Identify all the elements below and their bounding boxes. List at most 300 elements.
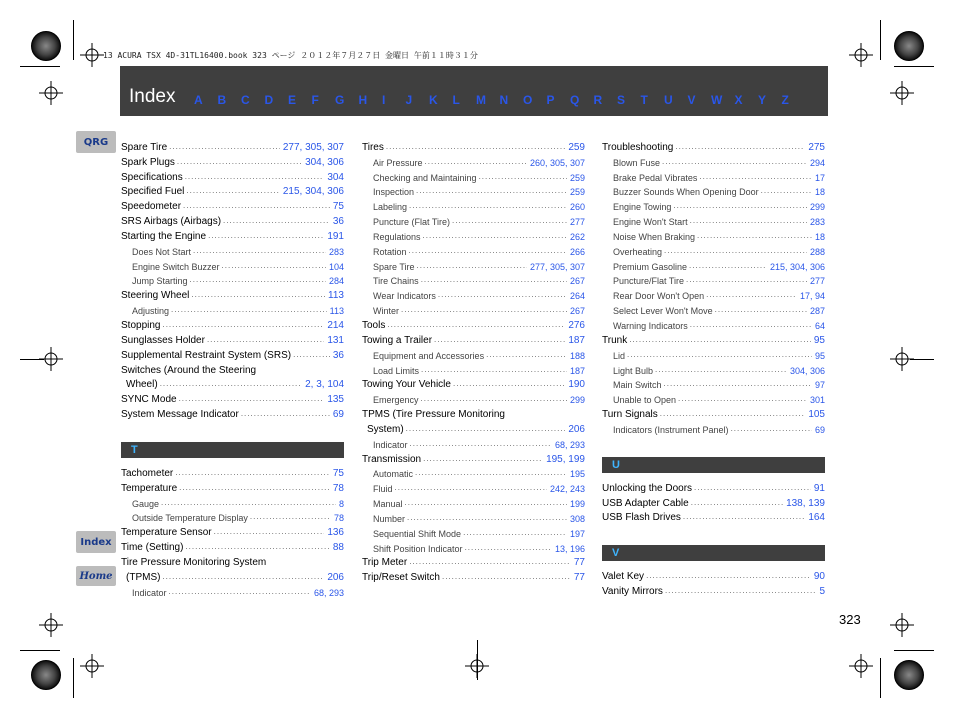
entry-label: Speedometer (121, 201, 182, 213)
leader-dots (387, 320, 565, 330)
leader-dots (423, 231, 567, 241)
leader-dots (690, 216, 807, 226)
crosshair-icon (39, 613, 63, 637)
alphabet-letter-z[interactable]: Z (781, 93, 789, 107)
entry-label: Vanity Mirrors (602, 586, 663, 598)
page-reference-link[interactable]: 262 (569, 231, 585, 242)
index-subentry (121, 301, 344, 316)
leader-dots (175, 468, 330, 478)
entry-label: Engine Switch Buzzer (132, 261, 220, 272)
page-reference-link[interactable]: 308 (569, 513, 585, 524)
index-entry (121, 212, 344, 227)
leader-dots (678, 394, 807, 404)
entry-label: Equipment and Accessories (373, 350, 485, 361)
entry-label: (TPMS) (126, 571, 161, 583)
index-entry (602, 331, 825, 346)
entry-label: USB Flash Drives (602, 512, 681, 524)
page-reference-link[interactable]: 78 (333, 513, 344, 524)
page-reference-link[interactable]: 18 (814, 231, 825, 242)
index-entry (121, 286, 344, 301)
index-column-2 (362, 138, 585, 583)
leader-dots (417, 261, 527, 271)
index-entry (602, 479, 825, 494)
alphabet-nav (194, 93, 805, 107)
entry-label: Time (Setting) (121, 542, 184, 554)
leader-dots (683, 512, 805, 522)
alphabet-letter-b[interactable]: B (217, 93, 227, 107)
alphabet-letter-d[interactable]: D (264, 93, 274, 107)
index-entry (121, 479, 344, 494)
page-reference-link[interactable]: 2, 3, 104 (305, 379, 344, 391)
index-subentry (362, 346, 585, 361)
crosshair-icon (80, 43, 104, 67)
page-reference-link[interactable]: 17, 94 (799, 291, 825, 302)
index-entry (362, 316, 585, 331)
page-reference-link[interactable]: 199 (569, 499, 585, 510)
entry-label: Outside Temperature Display (132, 513, 248, 524)
entry-label: Unable to Open (613, 395, 677, 406)
page-reference-link[interactable]: 242, 243 (549, 484, 585, 495)
page-reference-link[interactable]: 259 (569, 172, 585, 183)
index-entry (602, 138, 825, 153)
page-reference-link[interactable]: 187 (569, 365, 585, 376)
index-tab-label: Index (80, 536, 112, 548)
page-reference-link[interactable]: 68, 293 (313, 587, 344, 598)
index-entry (362, 450, 585, 465)
page-reference-link[interactable]: 299 (809, 202, 825, 213)
page-reference-link[interactable]: 95 (814, 350, 825, 361)
entry-label: Starting the Engine (121, 230, 207, 242)
page-reference-link[interactable]: 191 (327, 230, 344, 242)
entry-label: Unlocking the Doors (602, 482, 693, 494)
entry-label: TPMS (Tire Pressure Monitoring (362, 409, 505, 421)
index-tab[interactable] (76, 531, 116, 553)
alphabet-letter-w[interactable]: W (711, 93, 723, 107)
index-subentry (362, 390, 585, 405)
index-entry (121, 361, 344, 376)
page-reference-link[interactable]: 260, 305, 307 (529, 157, 585, 168)
crosshair-icon (890, 613, 914, 637)
page-reference-link[interactable]: 75 (332, 201, 344, 213)
page-reference-link[interactable]: 36 (332, 216, 344, 228)
index-subentry (121, 509, 344, 524)
entry-label: Blown Fuse (613, 157, 661, 168)
page-reference-link[interactable]: 97 (814, 380, 825, 391)
alphabet-letter-v[interactable]: V (687, 93, 696, 107)
page-reference-link[interactable]: 69 (814, 424, 825, 435)
leader-dots (699, 172, 812, 182)
index-subentry (362, 168, 585, 183)
alphabet-letter-s[interactable]: S (617, 93, 626, 107)
entry-label: Gauge (132, 498, 160, 509)
page-reference-link[interactable]: 69 (332, 409, 344, 421)
alphabet-letter-i[interactable]: I (382, 93, 386, 107)
page-reference-link[interactable]: 215, 304, 306 (769, 261, 825, 272)
leader-dots (453, 379, 565, 389)
leader-dots (660, 409, 806, 419)
leader-dots (241, 409, 330, 419)
page-reference-link[interactable]: 283 (809, 217, 825, 228)
page-reference-link[interactable]: 197 (569, 528, 585, 539)
alphabet-letter-o[interactable]: O (523, 93, 533, 107)
page-reference-link[interactable]: 259 (568, 141, 585, 153)
alphabet-letter-y[interactable]: Y (758, 93, 767, 107)
page-reference-link[interactable]: 277, 305, 307 (529, 261, 585, 272)
index-subentry (602, 168, 825, 183)
alphabet-letter-e[interactable]: E (288, 93, 297, 107)
leader-dots (465, 543, 552, 553)
page-reference-link[interactable]: 195 (569, 469, 585, 480)
page-reference-link[interactable]: 266 (569, 246, 585, 257)
leader-dots (452, 216, 567, 226)
alphabet-letter-x[interactable]: X (734, 93, 743, 107)
leader-dots (193, 246, 326, 256)
page-reference-link[interactable]: 195, 199 (546, 453, 585, 465)
entry-label: Buzzer Sounds When Opening Door (613, 187, 759, 198)
leader-dots (731, 424, 812, 434)
leader-dots (416, 186, 567, 196)
leader-dots (686, 275, 807, 285)
entry-label: SYNC Mode (121, 394, 177, 406)
leader-dots (697, 231, 812, 241)
page-reference-link[interactable]: 214 (327, 319, 344, 331)
leader-dots (186, 186, 279, 196)
page-reference-link[interactable]: 113 (328, 290, 344, 302)
index-subentry (362, 524, 585, 539)
alphabet-letter-k[interactable]: K (429, 93, 438, 107)
entry-label: Transmission (362, 453, 422, 465)
page-reference-link[interactable]: 77 (573, 557, 585, 569)
index-subentry (362, 539, 585, 554)
index-subentry (362, 509, 585, 524)
leader-dots (421, 394, 567, 404)
qrg-tab[interactable] (76, 131, 116, 153)
page-reference-link[interactable]: 190 (568, 379, 585, 391)
leader-dots (421, 275, 567, 285)
leader-dots (664, 379, 812, 389)
index-entry (121, 153, 344, 168)
page-reference-link[interactable]: 68, 293 (554, 439, 585, 450)
entry-label: Sequential Shift Mode (373, 528, 462, 539)
index-entry (121, 464, 344, 479)
crosshair-icon (849, 654, 873, 678)
home-tab-label: Home (79, 570, 113, 582)
page-reference-link[interactable]: 264 (569, 291, 585, 302)
entry-label: Tire Chains (373, 276, 419, 287)
index-subentry (362, 197, 585, 212)
entry-label: Checking and Maintaining (373, 172, 477, 183)
page-reference-link[interactable]: 75 (332, 467, 344, 479)
page-reference-link[interactable]: 287 (809, 306, 825, 317)
leader-dots (662, 157, 807, 167)
index-entry (121, 523, 344, 538)
page-reference-link[interactable]: 275 (808, 141, 825, 153)
page-reference-link[interactable]: 164 (808, 512, 825, 524)
leader-dots (421, 365, 567, 375)
alphabet-letter-q[interactable]: Q (570, 93, 580, 107)
alphabet-letter-l[interactable]: L (452, 93, 460, 107)
index-subentry (602, 301, 825, 316)
page-reference-link[interactable]: 135 (327, 394, 344, 406)
leader-dots (191, 290, 325, 300)
leader-dots (214, 527, 325, 537)
alphabet-letter-p[interactable]: P (546, 93, 555, 107)
entry-label: Load Limits (373, 365, 420, 376)
entry-label: Emergency (373, 395, 419, 406)
page-reference-link[interactable]: 188 (569, 350, 585, 361)
index-entry (362, 376, 585, 391)
print-header: 13 ACURA TSX 4D-31TL16400.book 323 ページ ２０１２年７月２７日 金曜日 午前１１時３１分 (103, 51, 478, 60)
index-entry (121, 331, 344, 346)
index-column-1 (121, 138, 344, 598)
leader-dots (761, 186, 812, 196)
entry-label: Spare Tire (121, 141, 168, 153)
page-reference-link[interactable]: 77 (573, 572, 585, 584)
index-subentry (121, 272, 344, 287)
section-heading-v: V (602, 545, 825, 561)
page-reference-link[interactable]: 131 (327, 334, 344, 346)
entry-label: Jump Starting (132, 276, 188, 287)
alphabet-letter-g[interactable]: G (335, 93, 345, 107)
index-entry (362, 420, 585, 435)
entry-label: Number (373, 513, 406, 524)
index-subentry (362, 272, 585, 287)
page-reference-link[interactable]: 288 (809, 246, 825, 257)
entry-label: Indicator (132, 587, 167, 598)
index-entry (121, 346, 344, 361)
entry-label: Rear Door Won't Open (613, 291, 705, 302)
entry-label: Specifications (121, 171, 183, 183)
alphabet-letter-f[interactable]: F (311, 93, 319, 107)
entry-label: Inspection (373, 187, 415, 198)
page-reference-link[interactable]: 299 (569, 395, 585, 406)
index-subentry (602, 316, 825, 331)
crop-line (20, 66, 60, 67)
page-reference-link[interactable]: 259 (569, 187, 585, 198)
alphabet-letter-m[interactable]: M (476, 93, 486, 107)
page-reference-link[interactable]: 17 (814, 172, 825, 183)
leader-dots (179, 394, 325, 404)
alphabet-letter-u[interactable]: U (664, 93, 673, 107)
alphabet-letter-n[interactable]: N (499, 93, 509, 107)
entry-label: Turn Signals (602, 409, 658, 421)
index-entry (121, 553, 344, 568)
index-subentry (602, 361, 825, 376)
leader-dots (438, 290, 567, 300)
page-reference-link[interactable]: 91 (813, 482, 825, 494)
page-reference-link[interactable]: 304, 306 (305, 156, 344, 168)
page-reference-link[interactable]: 138, 139 (786, 497, 825, 509)
entry-label: Indicators (Instrument Panel) (613, 424, 729, 435)
page-reference-link[interactable]: 304, 306 (789, 365, 825, 376)
entry-label: Sunglasses Holder (121, 334, 205, 346)
index-subentry (121, 257, 344, 272)
index-subentry (362, 361, 585, 376)
index-subentry (362, 465, 585, 480)
qrg-tab-label: QRG (83, 136, 109, 148)
leader-dots (409, 557, 571, 567)
index-subentry (362, 494, 585, 509)
leader-dots (395, 483, 547, 493)
index-subentry (602, 390, 825, 405)
index-subentry (362, 242, 585, 257)
leader-dots (715, 305, 807, 315)
index-subentry (602, 272, 825, 287)
index-subentry (602, 346, 825, 361)
entry-label: Towing Your Vehicle (362, 379, 451, 391)
page-reference-link[interactable]: 276 (568, 319, 585, 331)
home-tab[interactable] (76, 566, 116, 586)
page-reference-link[interactable]: 90 (813, 571, 825, 583)
leader-dots (160, 379, 302, 389)
page-reference-link[interactable]: 64 (814, 320, 825, 331)
entry-label: Steering Wheel (121, 290, 190, 302)
entry-label: Spare Tire (373, 261, 415, 272)
index-subentry (121, 494, 344, 509)
page-reference-link[interactable]: 105 (808, 409, 825, 421)
index-subentry (602, 376, 825, 391)
entry-label: Does Not Start (132, 246, 192, 257)
leader-dots (479, 172, 567, 182)
entry-label: Fluid (373, 484, 393, 495)
page-reference-link[interactable]: 8 (338, 498, 344, 509)
page-reference-link[interactable]: 13, 196 (554, 543, 585, 554)
leader-dots (694, 483, 811, 493)
crop-line (20, 650, 60, 651)
leader-dots (207, 335, 324, 345)
registration-circle-top-left (31, 31, 61, 61)
entry-label: Adjusting (132, 306, 170, 317)
leader-dots (423, 454, 543, 464)
entry-label: Tools (362, 319, 386, 331)
index-subentry (602, 183, 825, 198)
page-reference-link[interactable]: 301 (809, 395, 825, 406)
leader-dots (185, 172, 325, 182)
page-reference-link[interactable]: 88 (332, 542, 344, 554)
leader-dots (629, 335, 811, 345)
leader-dots (169, 142, 280, 152)
entry-label: Shift Position Indicator (373, 543, 463, 554)
page-reference-link[interactable]: 277, 305, 307 (282, 141, 344, 153)
alphabet-letter-c[interactable]: C (241, 93, 250, 107)
entry-label: SRS Airbags (Airbags) (121, 216, 222, 228)
index-subentry (602, 212, 825, 227)
leader-dots (409, 246, 567, 256)
page-reference-link[interactable]: 206 (568, 423, 585, 435)
page-reference-link[interactable]: 5 (819, 586, 825, 598)
page-reference-link[interactable]: 187 (568, 334, 585, 346)
page-reference-link[interactable]: 260 (569, 202, 585, 213)
page-reference-link[interactable]: 277 (809, 276, 825, 287)
leader-dots (162, 572, 324, 582)
leader-dots (463, 528, 567, 538)
index-entry (121, 197, 344, 212)
crop-line (73, 658, 74, 698)
index-entry (121, 568, 344, 583)
leader-dots (190, 275, 326, 285)
index-subentry (121, 242, 344, 257)
crop-line (880, 20, 881, 60)
leader-dots (664, 246, 807, 256)
leader-dots (706, 290, 797, 300)
leader-dots (655, 365, 787, 375)
entry-label: Main Switch (613, 380, 662, 391)
entry-label: System Message Indicator (121, 409, 239, 421)
page-reference-link[interactable]: 78 (332, 482, 344, 494)
entry-label: Regulations (373, 231, 421, 242)
entry-label: Supplemental Restraint System (SRS) (121, 349, 292, 361)
crosshair-icon (890, 81, 914, 105)
leader-dots (401, 305, 567, 315)
page-reference-link[interactable]: 284 (328, 276, 344, 287)
index-entry (121, 390, 344, 405)
leader-dots (222, 261, 326, 271)
entry-label: Stopping (121, 319, 161, 331)
leader-dots (665, 586, 817, 596)
leader-dots (410, 439, 552, 449)
index-subentry (362, 183, 585, 198)
page-reference-link[interactable]: 267 (569, 306, 585, 317)
alphabet-letter-h[interactable]: H (358, 93, 368, 107)
alphabet-letter-j[interactable]: J (405, 93, 413, 107)
index-entry (362, 568, 585, 583)
page-reference-link[interactable]: 104 (328, 261, 344, 272)
index-entry (602, 582, 825, 597)
page-reference-link[interactable]: 95 (813, 334, 825, 346)
entry-label: Temperature Sensor (121, 527, 212, 539)
entry-label: Towing a Trailer (362, 334, 433, 346)
entry-label: Switches (Around the Steering (121, 364, 257, 376)
crosshair-icon (80, 654, 104, 678)
entry-label: Rotation (373, 246, 407, 257)
page-reference-link[interactable]: 18 (814, 187, 825, 198)
page-reference-link[interactable]: 113 (329, 306, 344, 317)
index-subentry (121, 583, 344, 598)
alphabet-letter-t[interactable]: T (640, 93, 648, 107)
page-reference-link[interactable]: 206 (327, 571, 344, 583)
leader-dots (162, 320, 324, 330)
index-entry (362, 405, 585, 420)
index-subentry (602, 227, 825, 242)
index-entry (362, 554, 585, 569)
crosshair-icon (849, 43, 873, 67)
section-gap (602, 435, 825, 457)
page-number: 323 (839, 612, 861, 627)
leader-dots (185, 542, 329, 552)
page-reference-link[interactable]: 215, 304, 306 (282, 186, 344, 198)
leader-dots (250, 512, 331, 522)
page-reference-link[interactable]: 294 (809, 157, 825, 168)
index-entry (602, 567, 825, 582)
page-reference-link[interactable]: 36 (332, 349, 344, 361)
alphabet-letter-a[interactable]: A (194, 93, 203, 107)
crop-line (894, 650, 934, 651)
index-entry (121, 316, 344, 331)
page-reference-link[interactable]: 304 (327, 171, 344, 183)
alphabet-letter-r[interactable]: R (593, 93, 603, 107)
entry-label: Light Bulb (613, 365, 654, 376)
entry-label: Spark Plugs (121, 156, 175, 168)
page-reference-link[interactable]: 267 (569, 276, 585, 287)
page-reference-link[interactable]: 277 (569, 217, 585, 228)
index-subentry (602, 420, 825, 435)
page-reference-link[interactable]: 283 (328, 246, 344, 257)
index-subentry (362, 479, 585, 494)
leader-dots (293, 350, 330, 360)
entry-label: Specified Fuel (121, 186, 185, 198)
page-reference-link[interactable]: 136 (327, 527, 344, 539)
entry-label: Premium Gasoline (613, 261, 688, 272)
